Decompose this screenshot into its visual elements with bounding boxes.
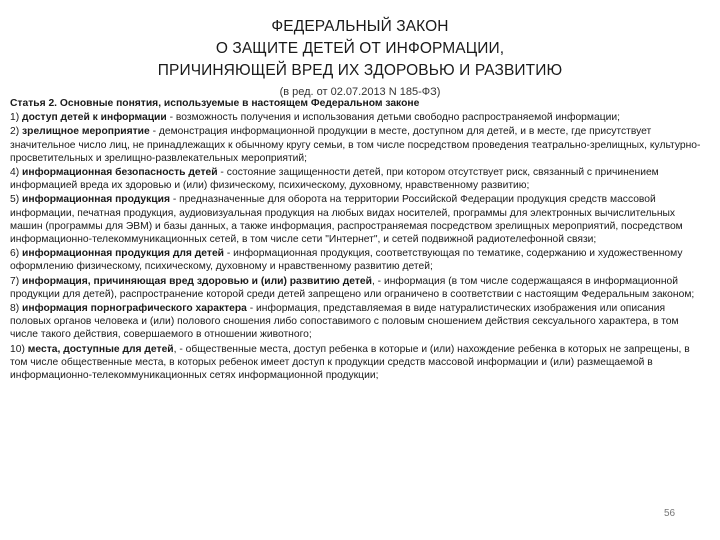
definition-item	[10, 247, 702, 273]
page-number: 56	[664, 508, 676, 519]
definition-item	[10, 275, 702, 301]
article-heading: Статья 2. Основные понятия, используемые в настоящем Федеральном законе	[10, 98, 420, 109]
edition-note: (в ред. от 02.07.2013 N 185-ФЗ)	[279, 86, 441, 98]
item-text: , - информация (в том числе содержащаяся в информационной продукции для детей), распространение которой среди детей запрещено или ограничено в соответствии с настоящим Федеральным законом;	[10, 275, 695, 300]
item-term: места, доступные для детей	[27, 343, 174, 355]
item-number: 6)	[10, 248, 20, 260]
item-text: - состояние защищенности детей, при котором отсутствует риск, связанный с причинением информацией вреда их здоровью и (или) физическому, психическому, духовному, нравственному развитию;	[10, 167, 659, 192]
definition-item	[10, 193, 702, 246]
item-number: 7)	[10, 275, 20, 287]
item-number: 1)	[10, 112, 20, 124]
title-line-1: ФЕДЕРАЛЬНЫЙ ЗАКОН	[271, 18, 449, 35]
item-text: - демонстрация информационной продукции в месте, доступном для детей, и в месте, где присутствует значительное число лиц, не принадлежащих к обычному кругу семьи, в том числе посредством проведения театрально-зрелищных, культурно-просветительных и зрелищно-развлекательных мероприятий;	[10, 126, 701, 164]
item-term: информация, причиняющая вред здоровью и (или) развитию детей	[22, 275, 372, 287]
item-text: , - общественные места, доступ ребенка в которые и (или) нахождение ребенка в которых не запрещены, в том числе общественные места, в которых ребенок имеет доступ к продукции средств массовой информации и (или) размещаемой в информационно-телекоммуникационных сетях информационной продукции;	[10, 343, 690, 382]
definition-item	[10, 125, 702, 165]
item-number: 5)	[10, 194, 20, 206]
definition-item	[10, 111, 702, 124]
item-term: информация порнографического характера	[22, 303, 247, 315]
title-line-2: О ЗАЩИТЕ ДЕТЕЙ ОТ ИНФОРМАЦИИ,	[215, 40, 505, 57]
item-term: информационная продукция	[22, 194, 170, 206]
item-term: информационная продукция для детей	[22, 248, 224, 260]
item-number: 4)	[10, 167, 20, 179]
document-title	[0, 16, 720, 82]
item-term: доступ детей к информации	[22, 112, 167, 124]
item-number: 8)	[10, 303, 20, 315]
item-text: - возможность получения и использования детьми свободно распространяемой информации;	[166, 112, 620, 124]
definition-item	[10, 166, 702, 192]
item-number: 10)	[10, 343, 25, 355]
item-text: - предназначенные для оборота на территории Российской Федерации продукция средств массовой информации, печатная продукция, аудиовизуальная продукция на любых видах носителей, программы для электронных вычислительных машин (программы для ЭВМ) и базы данных, а также информация, распространяемая посредством зрелищных мероприятий, посредством информационно-телекоммуникационных сетей, в том числе сети "Интернет", и сетей подвижной радиотелефонной связи;	[10, 194, 683, 246]
definition-item	[10, 343, 702, 383]
item-term: информационная безопасность детей	[22, 167, 218, 179]
definition-item	[10, 302, 702, 342]
title-line-3: ПРИЧИНЯЮЩЕЙ ВРЕД ИХ ЗДОРОВЬЮ И РАЗВИТИЮ	[157, 62, 563, 79]
item-term: зрелищное мероприятие	[22, 126, 150, 138]
item-text: - информационная продукция, соответствующая по тематике, содержанию и художественному оформлению физическому, психическому, духовному и нравственному развитию детей;	[10, 248, 683, 273]
item-text: - информация, представляемая в виде натуралистических изображения или описания половых органов человека и (или) полового сношения либо сопоставимого с половым сношением действия сексуального характера, в том числе такого действия, совершаемого в отношении животного;	[10, 303, 679, 341]
item-number: 2)	[10, 126, 20, 138]
article-body	[10, 97, 702, 383]
